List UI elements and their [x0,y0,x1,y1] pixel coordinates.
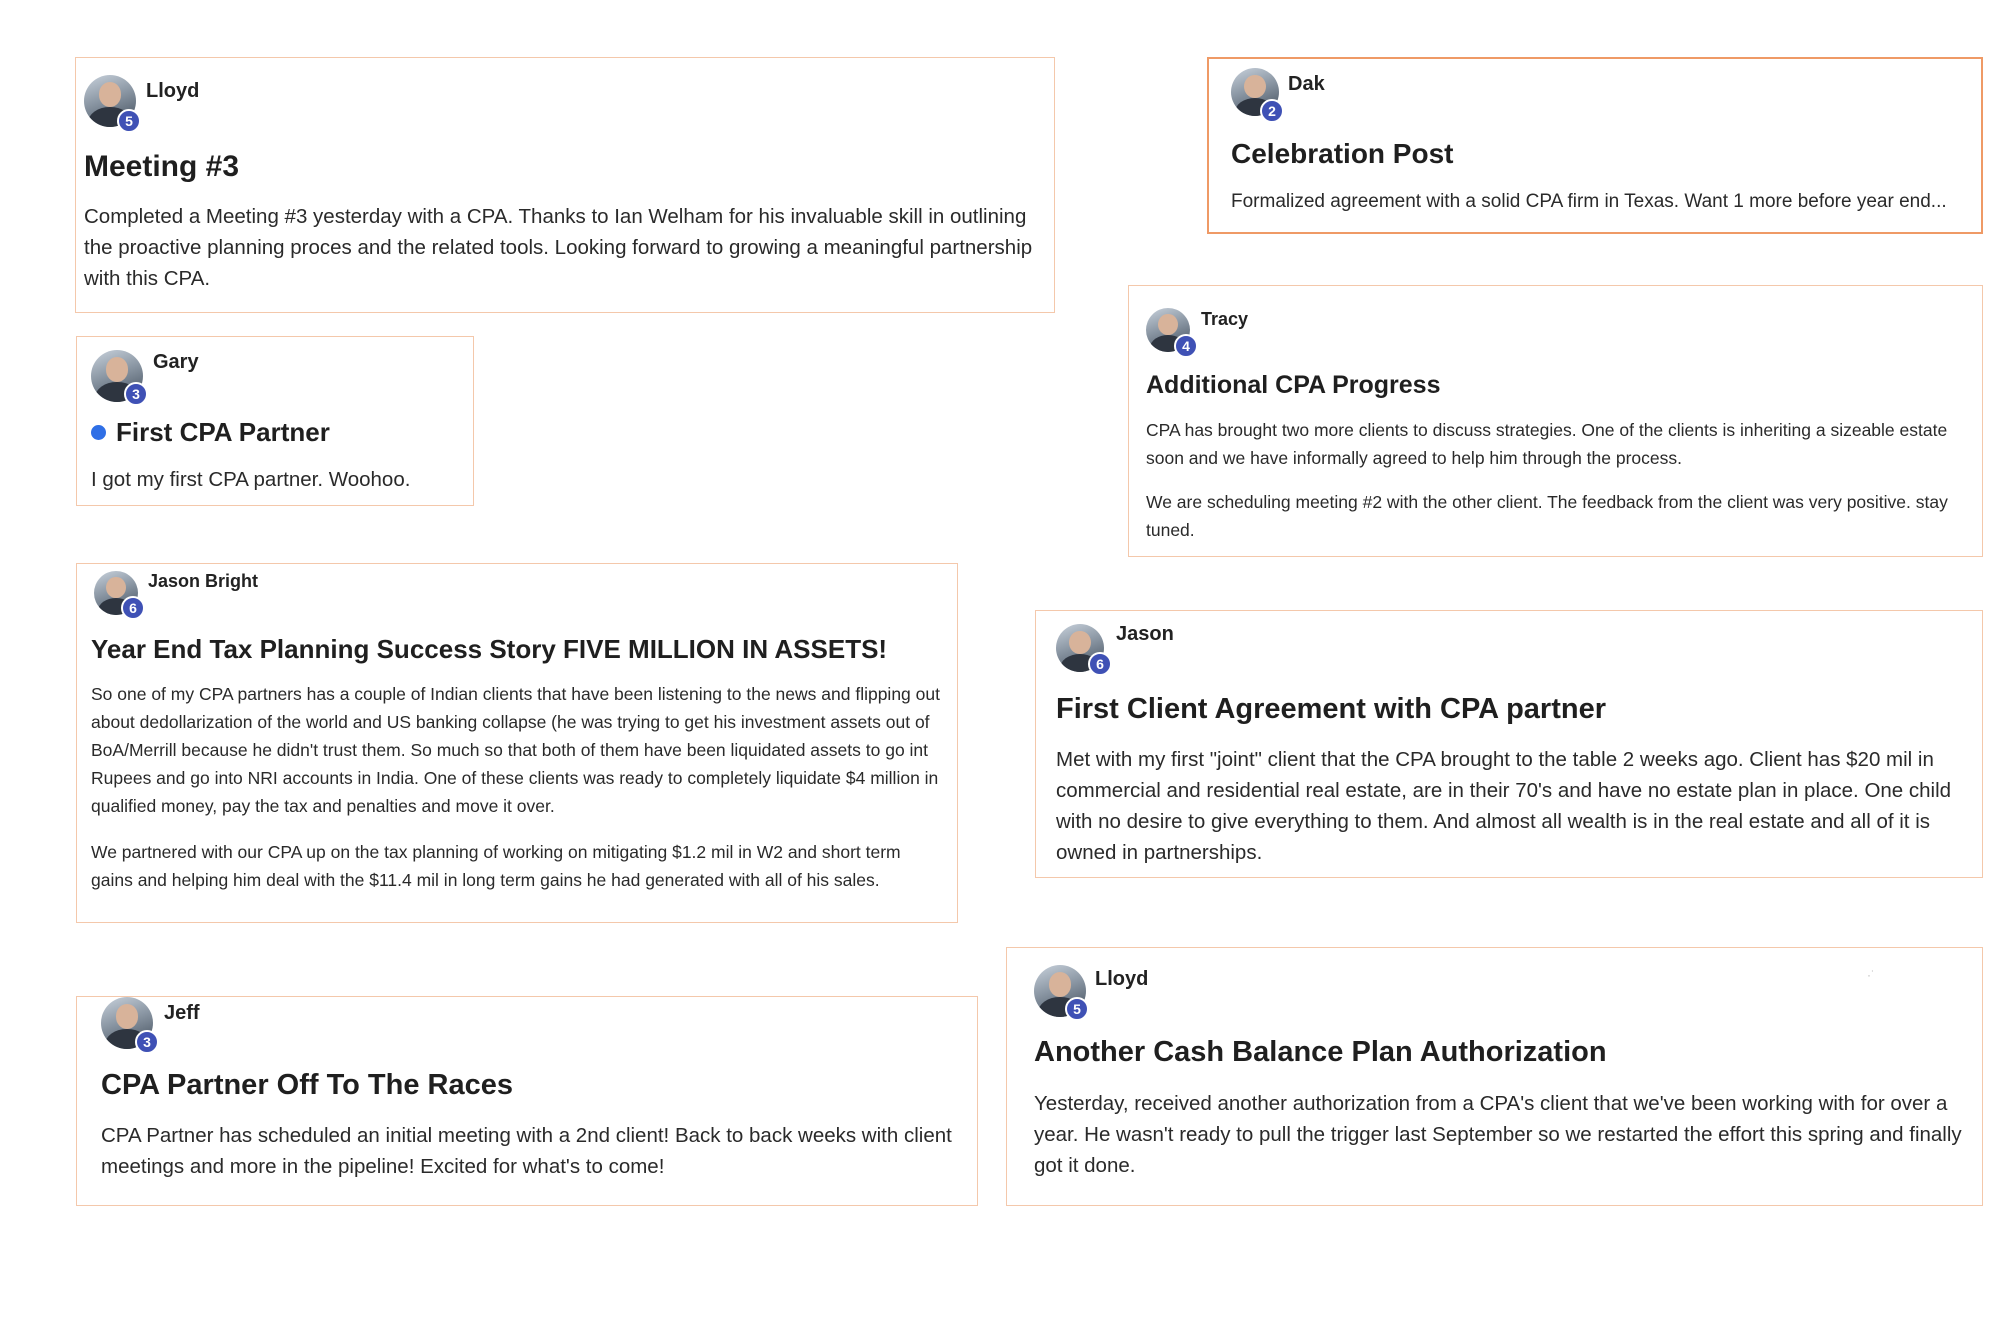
post-body [1034,1088,1969,1181]
menu-dots-icon[interactable]: ·˙ [1867,968,1875,982]
post-title[interactable]: First Client Agreement with CPA partner [1056,693,1606,725]
author-name[interactable]: Lloyd [146,80,200,102]
post-paragraph: CPA Partner has scheduled an initial meeting with a 2nd client! Back to back weeks with client meetings and more in the pipeline! Excited for what's to come! [101,1124,952,1178]
level-badge: 5 [1065,997,1089,1021]
author-name[interactable]: Jason [1116,623,1174,645]
post-body [101,1120,976,1182]
post-card[interactable] [1035,610,1983,878]
level-badge: 6 [121,596,145,620]
post-title[interactable]: Additional CPA Progress [1146,371,1441,399]
post-card[interactable] [1006,947,1983,1206]
post-paragraph: CPA has brought two more clients to discuss strategies. One of the clients is inheriting a sizeable estate soon and we have informally agreed to help him through the process. [1146,420,1948,468]
post-paragraph: Yesterday, received another authorization from a CPA's client that we've been working with for over a year. He wasn't ready to pull the trigger last September so we restarted the effort this spring and finally got it done. [1034,1092,1962,1177]
level-badge: 2 [1260,99,1284,123]
post-card[interactable] [76,563,958,923]
level-badge: 3 [124,382,148,406]
post-body [1146,416,1966,544]
unread-dot [91,425,106,440]
post-title[interactable]: Another Cash Balance Plan Authorization [1034,1036,1607,1068]
post-paragraph: Met with my first "joint" client that the CPA brought to the table 2 weeks ago. Client has $20 mil in commercial and residential real estate, are in their 70's and have no estate plan in place. One child with no desire to give everything to them. And almost all wealth is in the real estate and all of it is owned in partnerships. [1056,748,1952,864]
post-card[interactable] [1128,285,1983,557]
post-paragraph: We are scheduling meeting #2 with the other client. The feedback from the client was very positive. stay tuned. [1146,492,1948,540]
post-body [91,465,461,495]
post-body [91,680,941,894]
post-title[interactable]: CPA Partner Off To The Races [101,1069,513,1101]
author-name[interactable]: Jeff [164,1002,200,1024]
author-name[interactable]: Tracy [1201,309,1249,329]
post-paragraph: So one of my CPA partners has a couple of Indian clients that have been listening to the news and flipping out about dedollarization of the world and US banking collapse (he was trying to get his investment assets out of BoA/Merrill because he didn't trust them. So much so that both of them have been liquidated assets to go int Rupees and go into NRI accounts in India. One of these clients was ready to completely liquidate $4 million in qualified money, pay the tax and penalties and move it over. [91,684,940,816]
post-body [1056,744,1971,868]
author-name[interactable]: Gary [153,351,199,373]
post-card[interactable] [75,57,1055,313]
author-name[interactable]: Lloyd [1095,968,1149,990]
level-badge: 5 [117,109,141,133]
author-name[interactable]: Dak [1288,73,1325,95]
post-card[interactable] [76,996,978,1206]
post-paragraph: We partnered with our CPA up on the tax planning of working on mitigating $1.2 mil in W2 and short term gains and helping him deal with the $11.4 mil in long term gains he had generated with all of his sales. [91,842,901,890]
post-body [1231,188,1971,216]
level-badge: 6 [1088,652,1112,676]
author-name[interactable]: Jason Bright [148,571,259,591]
post-title[interactable]: Meeting #3 [84,150,240,183]
post-title[interactable] [91,417,330,448]
post-title[interactable]: Year End Tax Planning Success Story FIVE MILLION IN ASSETS! [91,634,888,664]
post-body [84,201,1039,294]
level-badge: 4 [1174,334,1198,358]
post-title-text: First CPA Partner [116,417,330,447]
post-card[interactable] [1207,57,1983,234]
post-paragraph: Completed a Meeting #3 yesterday with a CPA. Thanks to Ian Welham for his invaluable skill in outlining the proactive planning proces and the related tools. Looking forward to growing a meaningful partnership with this CPA. [84,205,1033,290]
post-paragraph: Formalized agreement with a solid CPA firm in Texas. Want 1 more before year end... [1231,191,1947,212]
post-paragraph: I got my first CPA partner. Woohoo. [91,468,411,491]
level-badge: 3 [135,1030,159,1054]
post-card[interactable] [76,336,474,506]
post-title[interactable]: Celebration Post [1231,138,1454,169]
